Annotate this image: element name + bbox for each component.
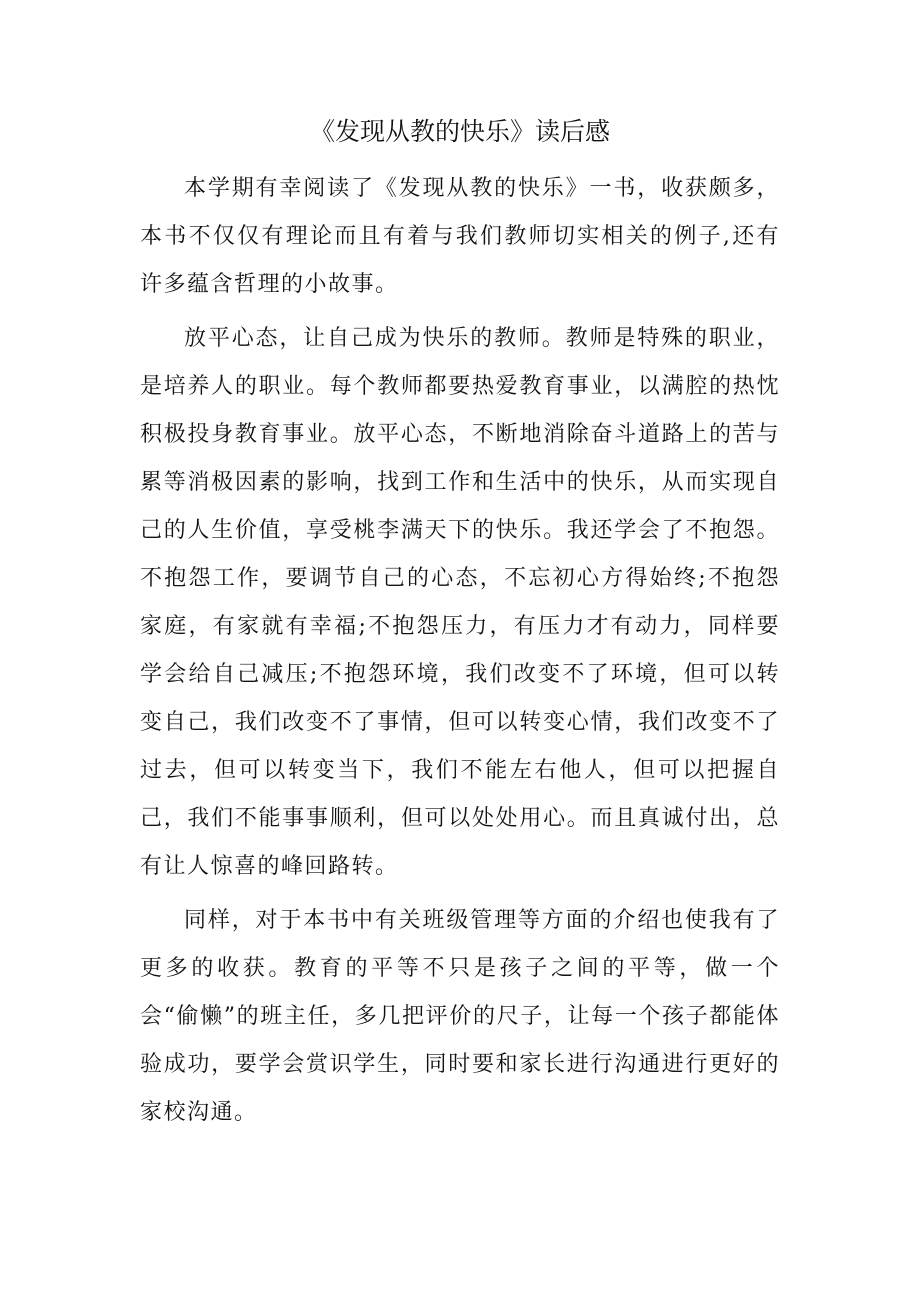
document-body bbox=[140, 165, 780, 1137]
paragraph-3: 同样，对于本书中有关班级管理等方面的介绍也使我有了更多的收获。教育的平等不只是孩子之间的平等，做一个会“偷懒”的班主任，多几把评价的尺子，让每一个孩子都能体验成功，要学会赏识学生，同时要和家长进行沟通进行更好的家校沟通。 bbox=[140, 908, 780, 1125]
paragraph-2: 放平心态，让自己成为快乐的教师。教师是特殊的职业，是培养人的职业。每个教师都要热爱教育事业，以满腔的热忱积极投身教育事业。放平心态，不断地消除奋斗道路上的苦与累等消极因素的影响，找到工作和生活中的快乐，从而实现自己的人生价值，享受桃李满天下的快乐。我还学会了不抱怨。不抱怨工作，要调节自己的心态，不忘初心方得始终;不抱怨家庭，有家就有幸福;不抱怨压力，有压力才有动力，同样要学会给自己减压;不抱怨环境，我们改变不了环境，但可以转变自己，我们改变不了事情，但可以转变心情，我们改变不了过去，但可以转变当下，我们不能左右他人，但可以把握自己，我们不能事事顺利，但可以处处用心。而且真诚付出，总有让人惊喜的峰回路转。 bbox=[140, 326, 780, 879]
paragraph-1: 本学期有幸阅读了《发现从教的快乐》一书，收获颇多，本书不仅仅有理论而且有着与我们教师切实相关的例子,还有许多蕴含哲理的小故事。 bbox=[140, 176, 780, 297]
document-title: 《发现从教的快乐》读后感 bbox=[309, 117, 610, 146]
